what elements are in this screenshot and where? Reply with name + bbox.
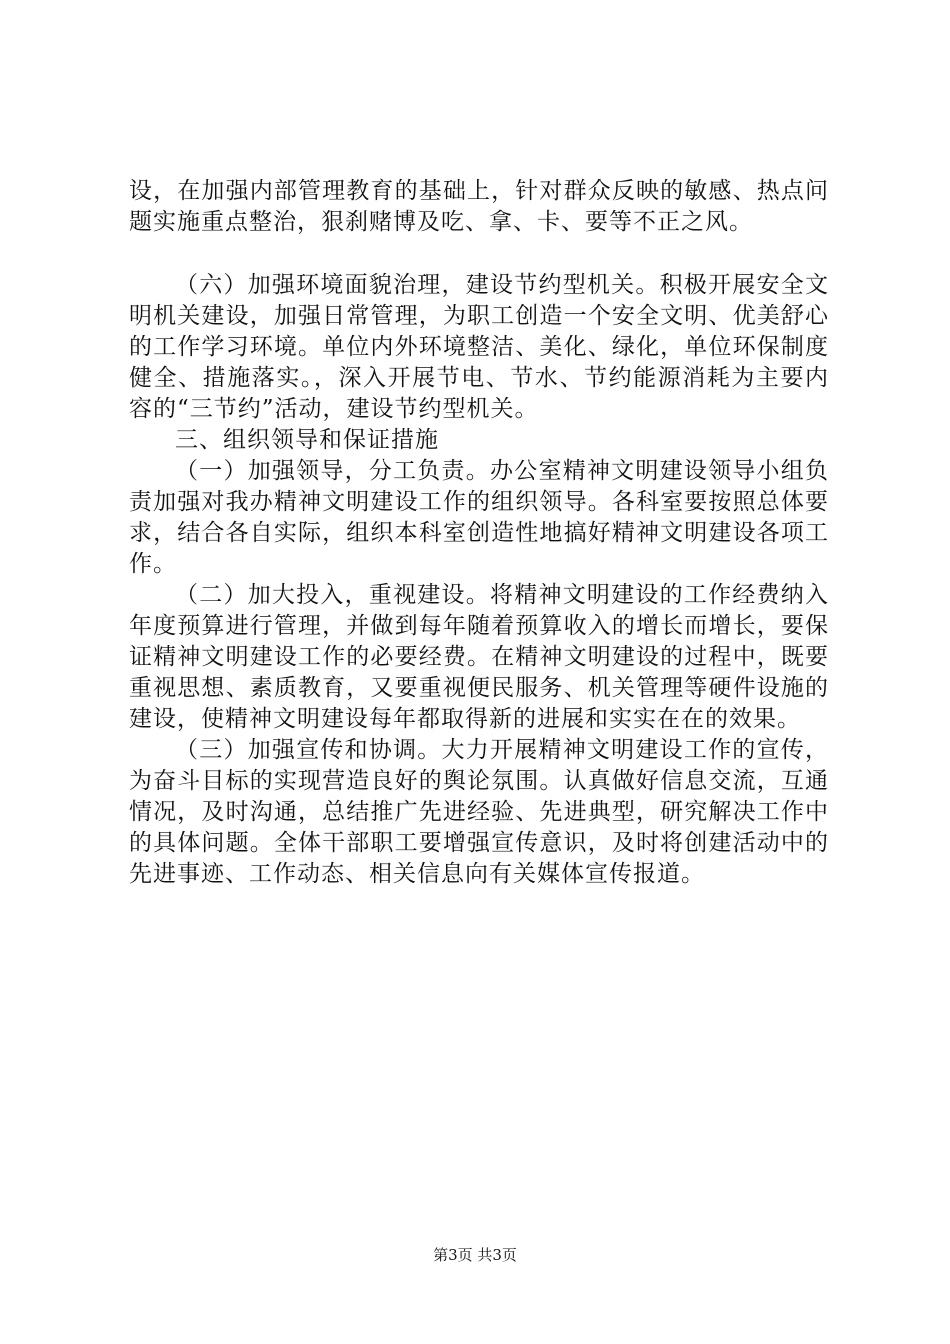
page-number-footer: 第3页 共3页 (433, 1246, 517, 1264)
paragraph-section-six: （六）加强环境面貌治理，建设节约型机关。积极开展安全文明机关建设，加强日常管理，为职工创造一个安全文明、优美舒心的工作学习环境。单位内外环境整洁、美化、绿化，单位环保制度健全、措施落实。，深入开展节电、节水、节约能源消耗为主要内容的“三节约”活动，建设节约型机关。 (129, 272, 829, 422)
section-heading-three: 三、组织领导和保证措施 (175, 427, 439, 453)
paragraph-item-two: （二）加大投入，重视建设。将精神文明建设的工作经费纳入年度预算进行管理，并做到每年随着预算收入的增长而增长，要保证精神文明建设工作的必要经费。在精神文明建设的过程中，既要重视思想、素质教育，又要重视便民服务、机关管理等硬件设施的建设，使精神文明建设每年都取得新的进展和实实在在的效果。 (129, 582, 829, 732)
document-body (129, 176, 829, 890)
paragraph-continuation: 设，在加强内部管理教育的基础上，针对群众反映的敏感、热点问题实施重点整治，狠刹赌博及吃、拿、卡、要等不正之风。 (129, 178, 829, 235)
paragraph-item-one: （一）加强领导，分工负责。办公室精神文明建设领导小组负责加强对我办精神文明建设工作的组织领导。各科室要按照总体要求，结合各自实际，组织本科室创造性地搞好精神文明建设各项工作。 (129, 458, 829, 577)
paragraph-item-three: （三）加强宣传和协调。大力开展精神文明建设工作的宣传，为奋斗目标的实现营造良好的舆论氛围。认真做好信息交流，互通情况，及时沟通，总结推广先进经验、先进典型，研究解决工作中的具体问题。全体干部职工要增强宣传意识，及时将创建活动中的先进事迹、工作动态、相关信息向有关媒体宣传报道。 (129, 737, 829, 887)
